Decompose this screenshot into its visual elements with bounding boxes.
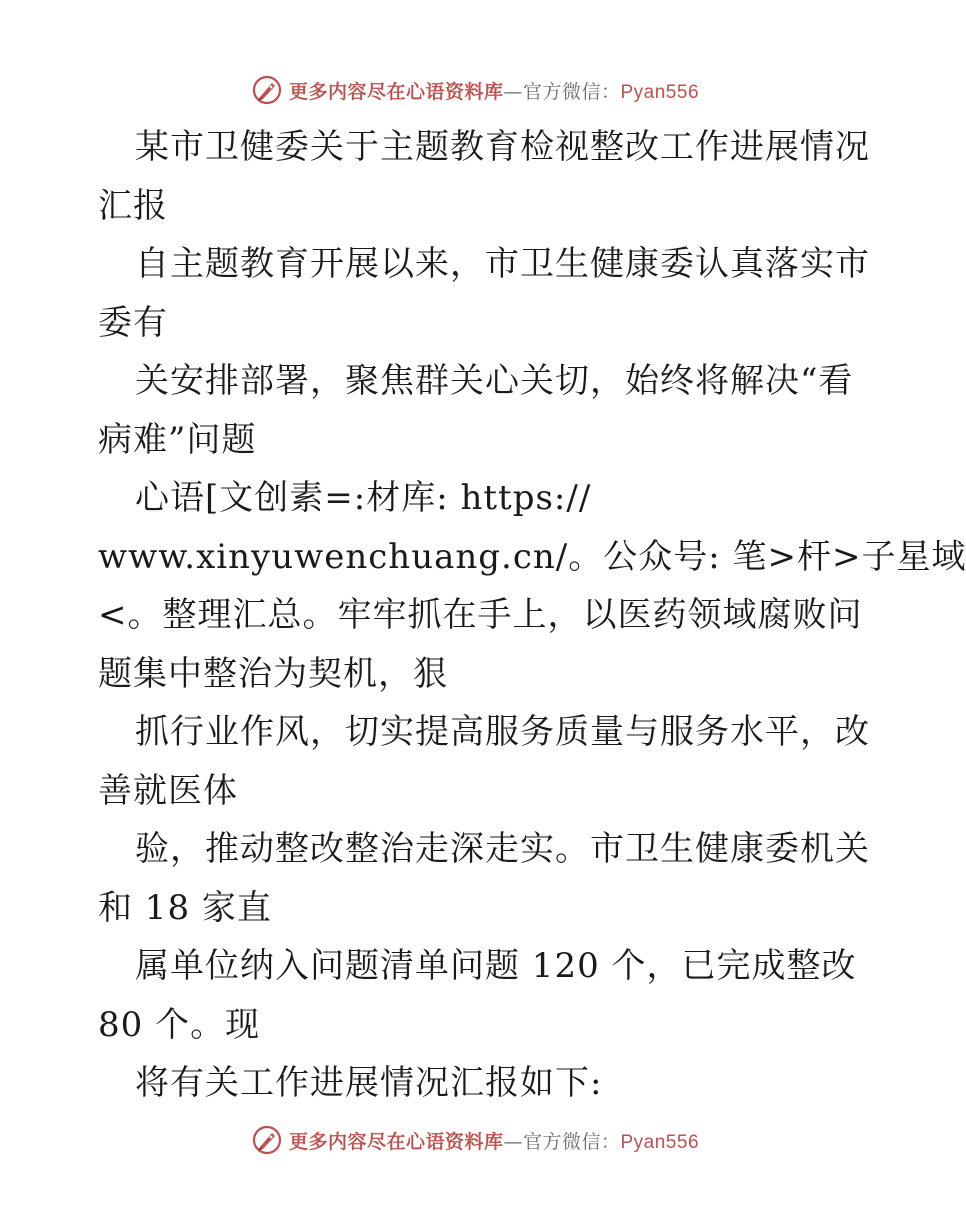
doc-line: 某市卫健委关于主题教育检视整改工作进展情况 bbox=[135, 127, 870, 167]
doc-line: 和 18 家直 bbox=[98, 887, 272, 928]
header-banner bbox=[0, 70, 950, 110]
banner-account: Pyan556 bbox=[620, 1131, 700, 1153]
doc-line: 属单位纳入问题清单问题 120 个，已完成整改 bbox=[135, 946, 857, 986]
doc-line: 心语[文创素=:材库: https:// bbox=[135, 478, 592, 518]
banner-separator: — bbox=[503, 1130, 523, 1153]
pen-nib-logo-icon bbox=[251, 74, 283, 106]
doc-line: 80 个。现 bbox=[98, 1004, 261, 1045]
banner-wechat-label: 官方微信： bbox=[522, 1130, 621, 1153]
document-body bbox=[98, 118, 966, 1113]
doc-line: 题集中整治为契机，狠 bbox=[98, 653, 448, 694]
doc-line: 汇报 bbox=[98, 185, 168, 226]
doc-line: 关安排部署，聚焦群关心关切，始终将解决“看 bbox=[135, 361, 854, 401]
doc-line: 自主题教育开展以来，市卫生健康委认真落实市 bbox=[135, 244, 870, 284]
doc-line: 将有关工作进展情况汇报如下: bbox=[135, 1063, 603, 1103]
banner-text bbox=[289, 77, 699, 104]
doc-line: www.xinyuwenchuang.cn/。公众号: 笔>杆>子星域 bbox=[98, 536, 966, 577]
doc-line: <。整理汇总。牢牢抓在手上，以医药领域腐败问 bbox=[98, 595, 863, 635]
doc-line: 验，推动整改整治走深走实。市卫生健康委机关 bbox=[135, 829, 870, 869]
banner-account: Pyan556 bbox=[620, 81, 700, 103]
banner-prefix: 更多内容尽在心语资料库 bbox=[288, 1130, 504, 1153]
pen-nib-logo-icon bbox=[251, 1124, 283, 1156]
doc-line: 善就医体 bbox=[98, 770, 238, 811]
banner-prefix: 更多内容尽在心语资料库 bbox=[288, 80, 504, 103]
banner-text bbox=[289, 1127, 699, 1154]
banner-wechat-label: 官方微信： bbox=[522, 80, 621, 103]
doc-line: 抓行业作风，切实提高服务质量与服务水平，改 bbox=[135, 712, 870, 752]
doc-line: 委有 bbox=[98, 302, 168, 343]
doc-line: 病难”问题 bbox=[98, 419, 257, 460]
banner-separator: — bbox=[503, 80, 523, 103]
footer-banner bbox=[0, 1120, 950, 1160]
